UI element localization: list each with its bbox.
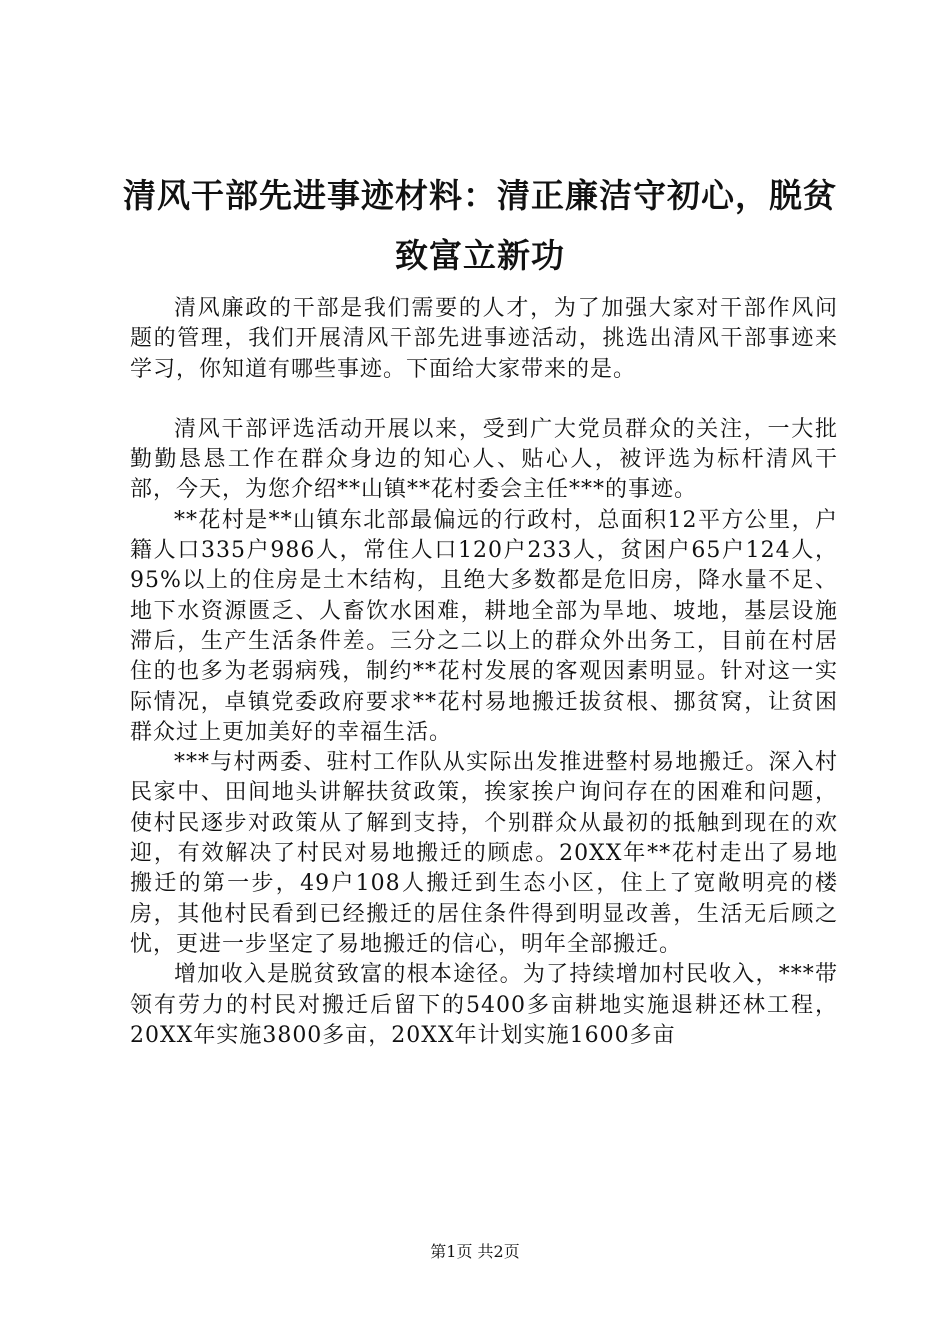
paragraph-intro: 清风廉政的干部是我们需要的人才，为了加强大家对干部作风问题的管理，我们开展清风干部先进事迹活动，挑选出清风干部事迹来学习，你知道有哪些事迹。下面给大家带来的是。 [130,296,838,382]
paragraph-selection: 清风干部评选活动开展以来，受到广大党员群众的关注，一大批勤勤恳恳工作在群众身边的知心人、贴心人，被评选为标杆清风干部，今天，为您介绍**山镇**花村委会主任***的事迹。 [130,416,838,503]
page-number-footer: 第1页 共2页 [430,1242,520,1261]
paragraph-village-overview: **花村是**山镇东北部最偏远的行政村，总面积12平方公里，户籍人口335户986人，常住人口120户233人，贫困户65户124人，95%以上的住房是土木结构，且绝大多数都是危旧房，降水量不足、地下水资源匮乏、人畜饮水困难，耕地全部为旱地、坡地，基层设施滞后，生产生活条件差。三分之二以上的群众外出务工，目前在村居住的也多为老弱病残，制约**花村发展的客观因素明显。针对这一实际情况，卓镇党委政府要求**花村易地搬迁拔贫根、挪贫窝，让贫困群众过上更加美好的幸福生活。 [130,507,838,745]
document-body [130,294,838,1051]
paragraph-relocation: ***与村两委、驻村工作队从实际出发推进整村易地搬迁。深入村民家中、田间地头讲解扶贫政策，挨家挨户询问存在的困难和问题，使村民逐步对政策从了解到支持，个别群众从最初的抵触到现在的欢迎，有效解决了村民对易地搬迁的顾虑。20XX年**花村走出了易地搬迁的第一步，49户108人搬迁到生态小区，住上了宽敞明亮的楼房，其他村民看到已经搬迁的居住条件得到明显改善，生活无后顾之忧，更进一步坚定了易地搬迁的信心，明年全部搬迁。 [130,750,838,957]
document-title: 清风干部先进事迹材料：清正廉洁守初心，脱贫致富立新功 [123,176,837,275]
paragraph-income: 增加收入是脱贫致富的根本途径。为了持续增加村民收入，***带领有劳力的村民对搬迁后留下的5400多亩耕地实施退耕还林工程，20XX年实施3800多亩，20XX年计划实施1600多亩 [130,962,838,1048]
